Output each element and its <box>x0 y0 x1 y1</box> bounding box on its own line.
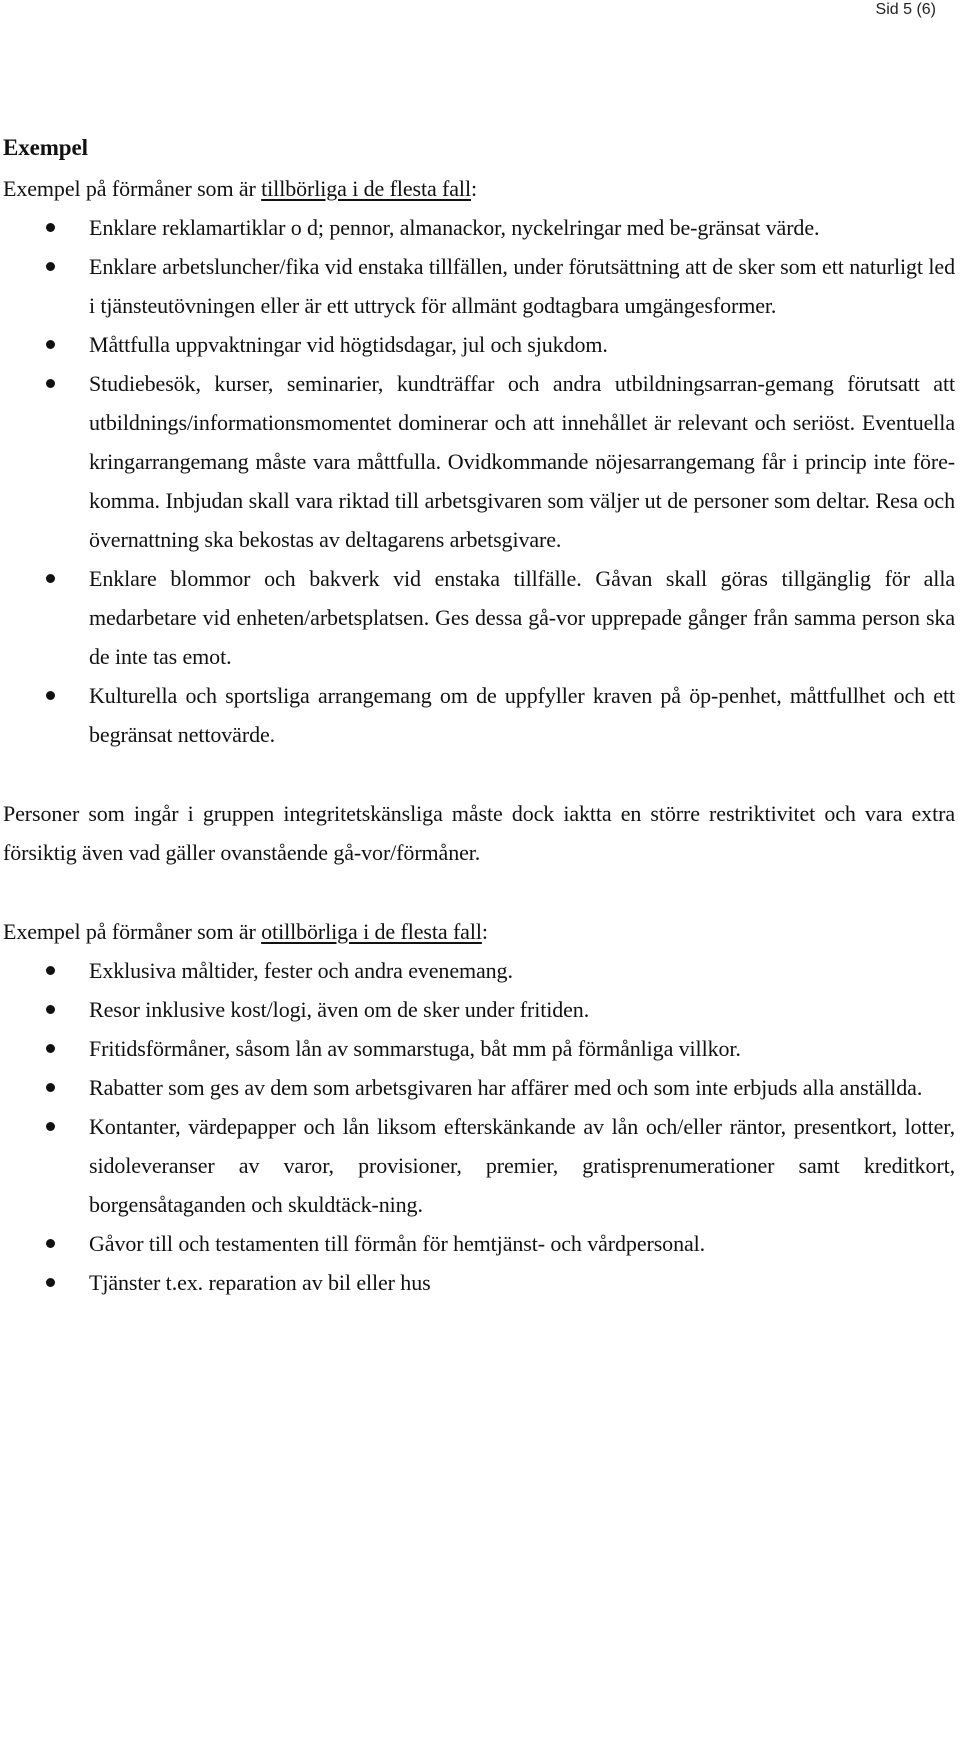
bullet-icon <box>46 1083 55 1092</box>
list-item-text: Enklare reklamartiklar o d; pennor, almanackor, nyckelringar med be-gränsat värde. <box>89 215 820 240</box>
bullet-icon <box>46 1122 55 1131</box>
section2-intro <box>3 912 955 951</box>
list-item-text: Rabatter som ges av dem som arbetsgivaren har affärer med och som inte erbjuds alla anställda. <box>89 1075 923 1100</box>
bullet-icon <box>46 691 55 700</box>
list-item-text: Tjänster t.ex. reparation av bil eller hus <box>89 1270 431 1295</box>
bullet-icon <box>46 262 55 271</box>
bullet-icon <box>46 1005 55 1014</box>
list-item <box>3 951 955 990</box>
list-item <box>3 247 955 325</box>
bullet-icon <box>46 1044 55 1053</box>
list-item-text: Kontanter, värdepapper och lån liksom efterskänkande av lån och/eller räntor, presentkort, lotter, sidoleveranser av varor, provisioner, premier, gratisprenumerationer samt kreditkort, borgensåtaganden och skuldtäck-ning. <box>89 1114 955 1217</box>
section1-intro-suffix: : <box>470 176 477 201</box>
section2-intro-suffix: : <box>481 919 488 944</box>
section2-intro-prefix: Exempel på förmåner som är <box>3 919 262 944</box>
list-item-text: Resor inklusive kost/logi, även om de sker under fritiden. <box>89 997 590 1022</box>
bullet-icon <box>46 223 55 232</box>
list-item <box>3 1107 955 1224</box>
integrity-paragraph: Personer som ingår i gruppen integritetskänsliga måste dock iaktta en större restriktivitet och vara extra försiktig även vad gäller ovanstående gå-vor/förmåner. <box>3 801 955 865</box>
section1-intro-underlined: tillbörliga i de flesta fall <box>261 176 471 201</box>
list-item-text: Studiebesök, kurser, seminarier, kundträffar och andra utbildningsarran-gemang förutsatt att utbildnings/informationsmomentet dominerar och att innehållet är relevant och seriöst. Eventuella kringarrangemang måste vara måttfulla. Ovidkommande nöjesarrangemang får i princip inte före-komma. Inbjudan skall vara riktad till arbetsgivaren som väljer ut de personer som deltar. Resa och övernattning ska bekostas av deltagarens arbetsgivare. <box>89 371 955 552</box>
list-item <box>3 1029 955 1068</box>
list-item-text: Måttfulla uppvaktningar vid högtidsdagar, jul och sjukdom. <box>89 332 608 357</box>
list-item-text: Exklusiva måltider, fester och andra evenemang. <box>89 958 513 983</box>
list-item <box>3 990 955 1029</box>
list-item <box>3 325 955 364</box>
section1-list <box>3 208 955 754</box>
page-number: Sid 5 (6) <box>875 1 936 18</box>
section2-list <box>3 951 955 1302</box>
bullet-icon <box>46 966 55 975</box>
section1-intro <box>3 169 955 208</box>
list-item <box>3 364 955 559</box>
bullet-icon <box>46 1239 55 1248</box>
list-item <box>3 1068 955 1107</box>
list-item-text: Fritidsförmåner, såsom lån av sommarstuga, båt mm på förmånliga villkor. <box>89 1036 741 1061</box>
list-item-text: Enklare blommor och bakverk vid enstaka tillfälle. Gåvan skall göras tillgänglig för alla medarbetare vid enheten/arbetsplatsen. Ges dessa gå-vor upprepade gånger från samma person ska de inte tas emot. <box>89 566 955 669</box>
bullet-icon <box>46 340 55 349</box>
bullet-icon <box>46 1278 55 1287</box>
list-item <box>3 676 955 754</box>
list-item-text: Enklare arbetsluncher/fika vid enstaka tillfällen, under förutsättning att de sker som ett naturligt led i tjänsteutövningen eller är ett uttryck för allmänt godtagbara umgängesformer. <box>89 254 955 318</box>
list-item <box>3 1224 955 1263</box>
document-body <box>3 127 955 1302</box>
list-item-text: Kulturella och sportsliga arrangemang om de uppfyller kraven på öp-penhet, måttfullhet och ett begränsat nettovärde. <box>89 683 955 747</box>
section2-intro-underlined: otillbörliga i de flesta fall <box>261 919 482 944</box>
list-item <box>3 208 955 247</box>
section1-intro-prefix: Exempel på förmåner som är <box>3 176 262 201</box>
list-item <box>3 1263 955 1302</box>
bullet-icon <box>46 379 55 388</box>
section-heading: Exempel <box>3 135 88 160</box>
list-item <box>3 559 955 676</box>
bullet-icon <box>46 574 55 583</box>
list-item-text: Gåvor till och testamenten till förmån för hemtjänst- och vårdpersonal. <box>89 1231 706 1256</box>
